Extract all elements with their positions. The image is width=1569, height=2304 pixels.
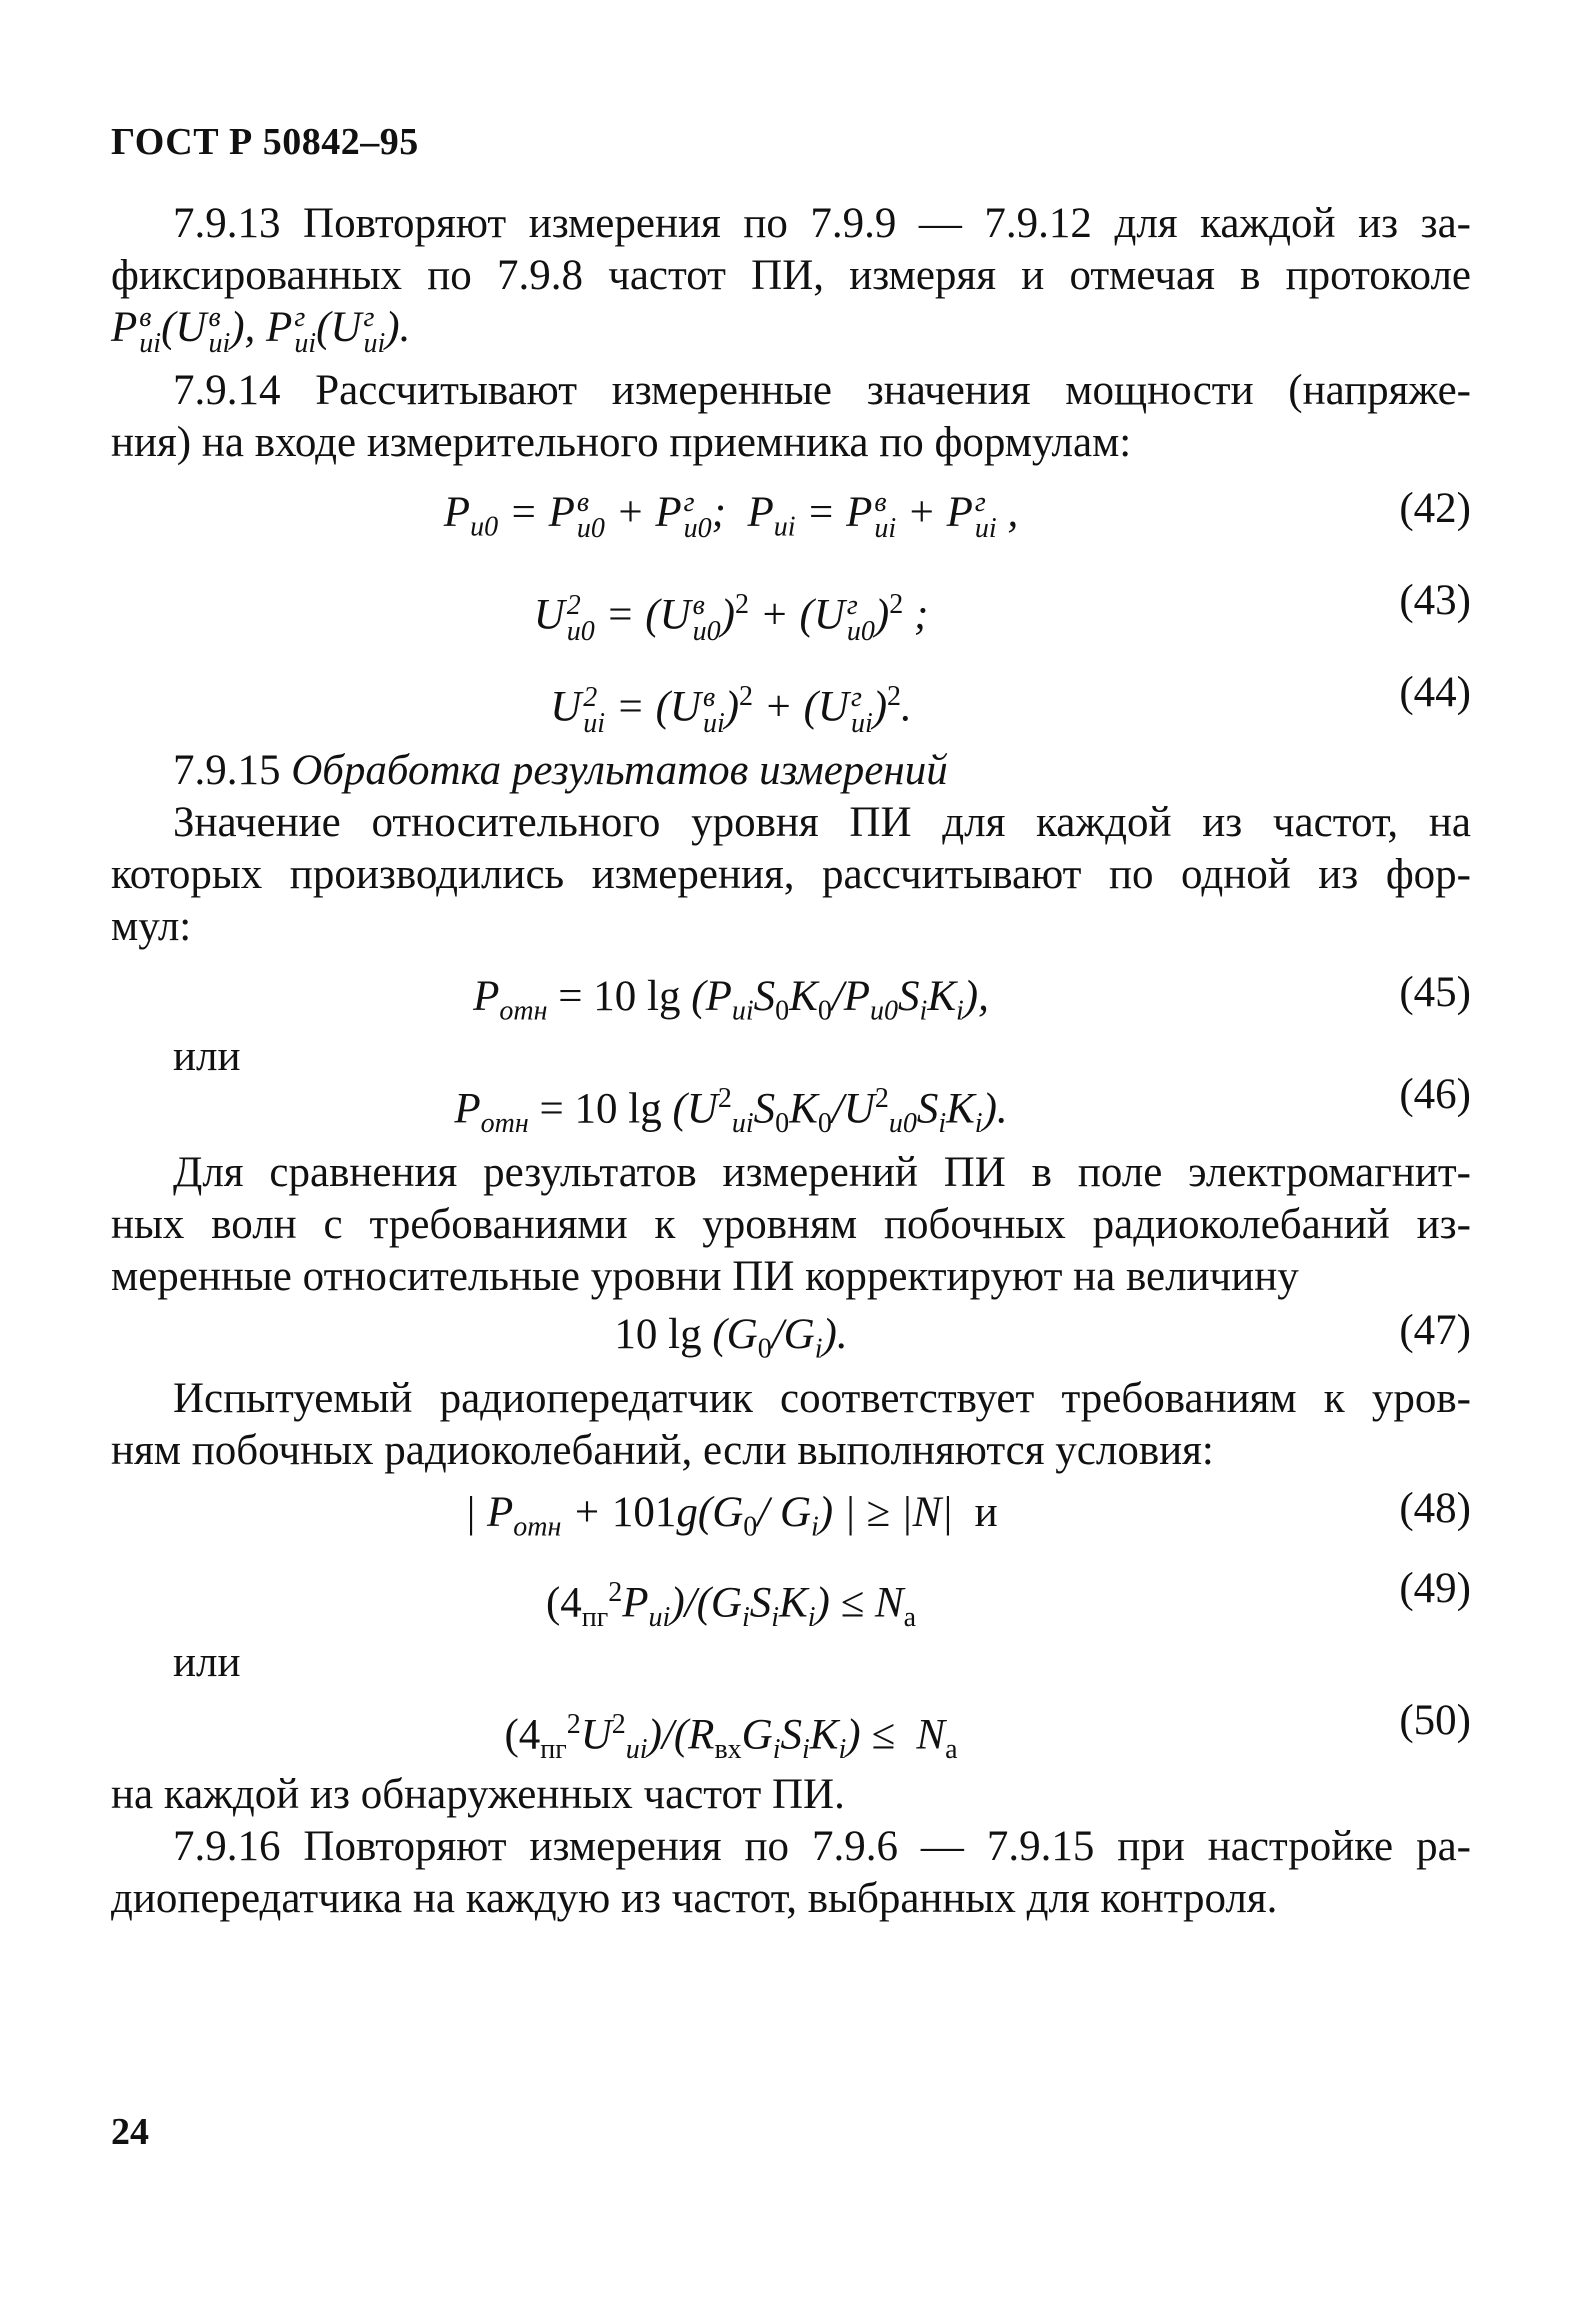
paragraph-7-9-16-line1: 7.9.16 Повторяют измерения по 7.9.6 — 7.9.15 при настройке ра- xyxy=(173,1823,1471,1871)
formula-42 xyxy=(111,469,1471,561)
formula-49-expression: $(4_{пг}^2P_{иi})/(G_iS_iK_i) \le N_а$ xyxy=(545,1577,917,1634)
paragraph-7-9-16-line2: диопередатчика на каждую из частот, выбранных для контроля. xyxy=(111,1875,1278,1923)
paragraph-7-9-13-line2: фиксированных по 7.9.8 частот ПИ, измеряя и отмечая в протоколе xyxy=(111,252,1471,299)
formula-47 xyxy=(111,1303,1471,1373)
formula-49 xyxy=(111,1557,1471,1637)
paragraph-7-9-14-line2: ния) на входе измерительного приемника по формулам: xyxy=(111,419,1132,467)
formula-45-expression: $P_{отн} = 10$ $\lg (P_{иi}S_0K_0/P_{и0}S_iK_i)$, xyxy=(473,973,989,1027)
formula-50 xyxy=(111,1689,1471,1769)
formula-44-expression: U 2 иi = (U в иi )$^2$ + (U г иi )$^2$. xyxy=(550,681,912,739)
formula-49-number: (49) xyxy=(1399,1565,1471,1613)
heading-7-9-15-number: 7.9.15 xyxy=(173,747,281,795)
formula-45-number: (45) xyxy=(1399,969,1471,1017)
formula-44-number: (44) xyxy=(1399,669,1471,717)
formula-48 xyxy=(111,1477,1471,1557)
formula-46 xyxy=(111,1055,1471,1147)
formula-50-number: (50) xyxy=(1399,1697,1471,1745)
page-number: 24 xyxy=(111,2111,149,2153)
formula-45 xyxy=(111,953,1471,1045)
or-label-1: или xyxy=(173,1033,241,1081)
paragraph-comparison-line3: меренные относительные уровни ПИ корректируют на величину xyxy=(111,1253,1299,1301)
paragraph-conditions-line2: ням побочных радиоколебаний, если выполняются условия: xyxy=(111,1427,1214,1475)
formula-42-expression: $P_{и0} = P$ в и0 + P г и0 ; $P_{иi} = P$ в иi + P г иi , xyxy=(443,487,1019,545)
formula-50-expression: $(4_{пг}^2U^2_{иi})/(R_{вх}G_iS_iK_i) \le N_а$ xyxy=(504,1709,958,1766)
formula-46-expression: $P_{отн} = 10$ $\lg (U^2_{иi}S_0K_0/U^2_{и0}S_iK_i)$. xyxy=(454,1083,1008,1140)
paragraph-comparison-line2: ных волн с требованиями к уровням побочных радиоколебаний из- xyxy=(111,1201,1471,1249)
paragraph-comparison-line1: Для сравнения результатов измерений ПИ в поле электромагнит- xyxy=(173,1149,1471,1197)
paragraph-7-9-14-line1: 7.9.14 Рассчитывают измеренные значения мощности (напряже- xyxy=(173,367,1471,415)
paragraph-detected-frequencies: на каждой из обнаруженных частот ПИ. xyxy=(111,1771,845,1819)
formula-44 xyxy=(111,653,1471,745)
paragraph-7-9-13-line1: 7.9.13 Повторяют измерения по 7.9.9 — 7.9.12 для каждой из за- xyxy=(173,200,1471,247)
formula-42-number: (42) xyxy=(1399,485,1471,533)
formula-48-expression: | $P_{отн} + 101g(G_0/$ $G_i$) | ≥ |N| и xyxy=(464,1489,998,1543)
formula-47-expression: 10 $\lg (G_0/G_i)$. xyxy=(614,1311,848,1365)
formula-43-expression: U 2 и0 = (U в и0 )$^2$ + (U г и0 )$^2$ ; xyxy=(533,589,929,647)
paragraph-7-9-13-line3 xyxy=(111,302,1471,360)
paragraph-conditions-line1: Испытуемый радиопередатчик соответствует требованиям к уров- xyxy=(173,1375,1471,1423)
paragraph-7-9-15-line1: Значение относительного уровня ПИ для каждой из частот, на xyxy=(173,799,1471,847)
heading-7-9-15 xyxy=(111,745,1471,797)
page-body xyxy=(111,198,1471,1925)
formula-48-number: (48) xyxy=(1399,1485,1471,1533)
paragraph-7-9-15-line3: мул: xyxy=(111,903,192,951)
heading-7-9-15-title: Обработка результатов измерений xyxy=(291,747,948,795)
inline-formula-protocol: P в иi (U в иi ), P г иi (U г иi ). xyxy=(111,302,411,360)
paragraph-7-9-15-line2: которых производились измерения, рассчитывают по одной из фор- xyxy=(111,851,1471,899)
formula-43-number: (43) xyxy=(1399,577,1471,625)
formula-43 xyxy=(111,561,1471,653)
or-label-2: или xyxy=(173,1639,241,1687)
formula-46-number: (46) xyxy=(1399,1071,1471,1119)
document-header: ГОСТ Р 50842–95 xyxy=(111,121,419,163)
formula-47-number: (47) xyxy=(1399,1307,1471,1355)
